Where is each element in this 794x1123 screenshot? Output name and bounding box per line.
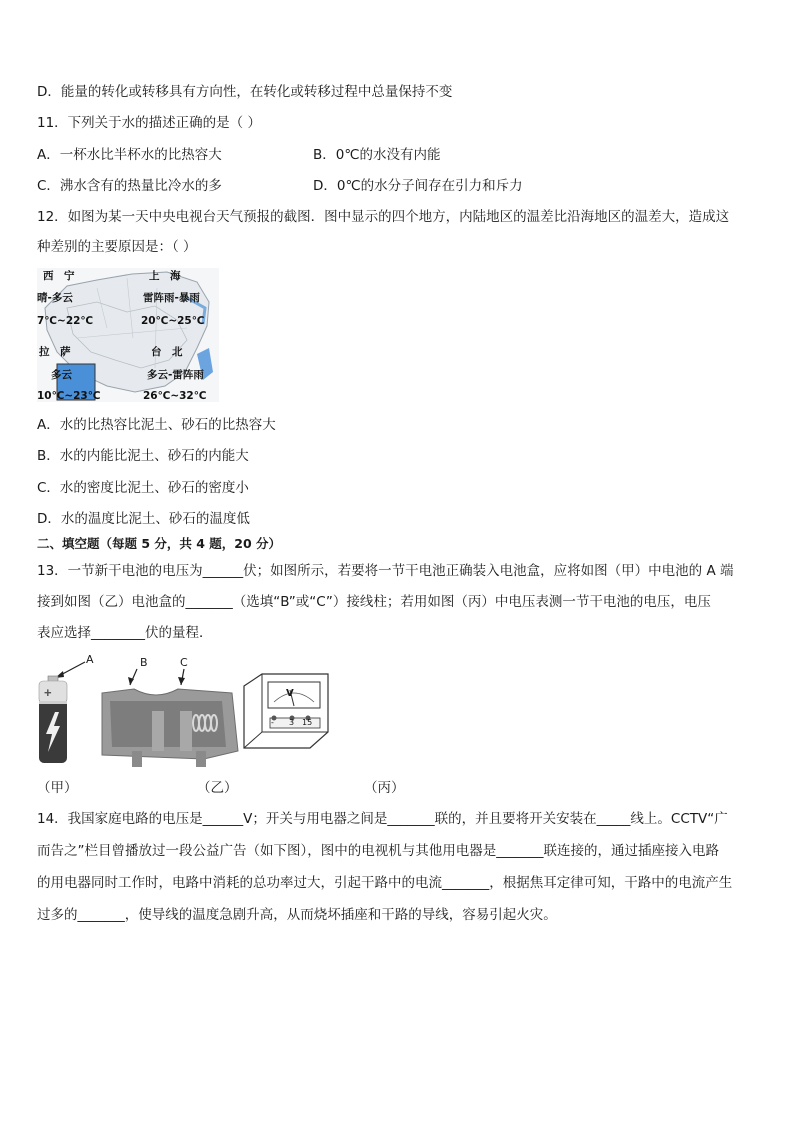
option-d-previous: D．能量的转化或转移具有方向性，在转化或转移过程中总量保持不变 bbox=[37, 84, 453, 100]
shanghai-temperature: 20℃~25℃ bbox=[141, 315, 205, 327]
question-12-line-2: 种差别的主要原因是：（ ） bbox=[37, 239, 197, 255]
question-13-line-1: 13．一节新干电池的电压为______伏；如图所示，若要将一节干电池正确装入电池盒，应将如图（甲）中电池的 A 端 bbox=[37, 563, 734, 579]
xining-condition: 晴-多云 bbox=[37, 292, 73, 304]
question-14-line-1: 14．我国家庭电路的电压是______V；开关与用电器之间是_______联的，并且要将开关安装在_____线上。CCTV“广 bbox=[37, 811, 728, 827]
meter-terminal-minus: - bbox=[271, 718, 274, 727]
lasa-condition: 多云 bbox=[51, 369, 72, 381]
meter-terminal-3: 3 bbox=[289, 718, 295, 727]
question-12-line-1: 12．如图为某一天中央电视台天气预报的截图．图中显示的四个地方，内陆地区的温差比沿海地区的温差大，造成这 bbox=[37, 209, 730, 225]
question-13-line-2: 接到如图（乙）电池盒的_______（选填“B”或“C”）接线柱；若用如图（丙）中电压表测一节干电池的电压，电压 bbox=[37, 594, 711, 610]
meter-unit-v: V bbox=[286, 688, 294, 699]
voltmeter-icon bbox=[240, 672, 332, 750]
svg-text:+: + bbox=[44, 685, 52, 700]
taibei-temperature: 26℃~32℃ bbox=[143, 390, 207, 402]
q12-option-d: D．水的温度比泥土、砂石的温度低 bbox=[37, 511, 250, 527]
label-b: B bbox=[140, 656, 148, 669]
weather-map-figure bbox=[37, 268, 219, 402]
battery-figure bbox=[33, 652, 93, 770]
caption-yi: （乙） bbox=[197, 780, 238, 796]
caption-jia: （甲） bbox=[37, 780, 78, 796]
q11-option-b: B．0℃的水没有内能 bbox=[313, 147, 441, 163]
battery-box-icon bbox=[92, 655, 242, 770]
label-a: A bbox=[86, 653, 94, 666]
question-13-line-3: 表应选择________伏的量程． bbox=[37, 625, 213, 641]
q12-option-a: A．水的比热容比泥土、砂石的比热容大 bbox=[37, 417, 276, 433]
question-14-line-2: 而告之”栏目曾播放过一段公益广告（如下图），图中的电视机与其他用电器是_______联连接的，通过插座接入电路 bbox=[37, 843, 719, 859]
battery-icon bbox=[33, 652, 93, 770]
label-c: C bbox=[180, 656, 188, 669]
q11-option-a: A．一杯水比半杯水的比热容大 bbox=[37, 147, 222, 163]
xining-temperature: 7℃~22℃ bbox=[37, 315, 94, 327]
lasa-city: 拉 萨 bbox=[39, 346, 71, 358]
battery-box-figure bbox=[92, 655, 242, 770]
xining-city: 西 宁 bbox=[43, 270, 75, 282]
caption-bing: （丙） bbox=[364, 780, 405, 796]
q12-option-c: C．水的密度比泥土、砂石的密度小 bbox=[37, 480, 249, 496]
q11-option-c: C．沸水含有的热量比冷水的多 bbox=[37, 178, 222, 194]
question-14-line-3: 的用电器同时工作时，电路中消耗的总功率过大，引起干路中的电流_______，根据焦耳定律可知，干路中的电流产生 bbox=[37, 875, 733, 891]
china-map-icon bbox=[37, 268, 219, 402]
shanghai-condition: 雷阵雨-暴雨 bbox=[143, 292, 200, 304]
question-14-line-4: 过多的_______，使导线的温度急剧升高，从而烧坏插座和干路的导线，容易引起火灾。 bbox=[37, 907, 557, 923]
taibei-condition: 多云-雷阵雨 bbox=[147, 369, 204, 381]
section-heading-fill-in: 二、填空题（每题 5 分，共 4 题，20 分） bbox=[37, 536, 282, 551]
lasa-temperature: 10℃~23℃ bbox=[37, 390, 101, 402]
q12-option-b: B．水的内能比泥土、砂石的内能大 bbox=[37, 448, 249, 464]
q11-option-d: D．0℃的水分子间存在引力和斥力 bbox=[313, 178, 523, 194]
voltmeter-figure bbox=[240, 672, 332, 750]
meter-terminal-15: 15 bbox=[302, 718, 313, 727]
taibei-city: 台 北 bbox=[151, 346, 183, 358]
shanghai-city: 上 海 bbox=[149, 270, 181, 282]
question-11: 11．下列关于水的描述正确的是（ ） bbox=[37, 115, 261, 131]
